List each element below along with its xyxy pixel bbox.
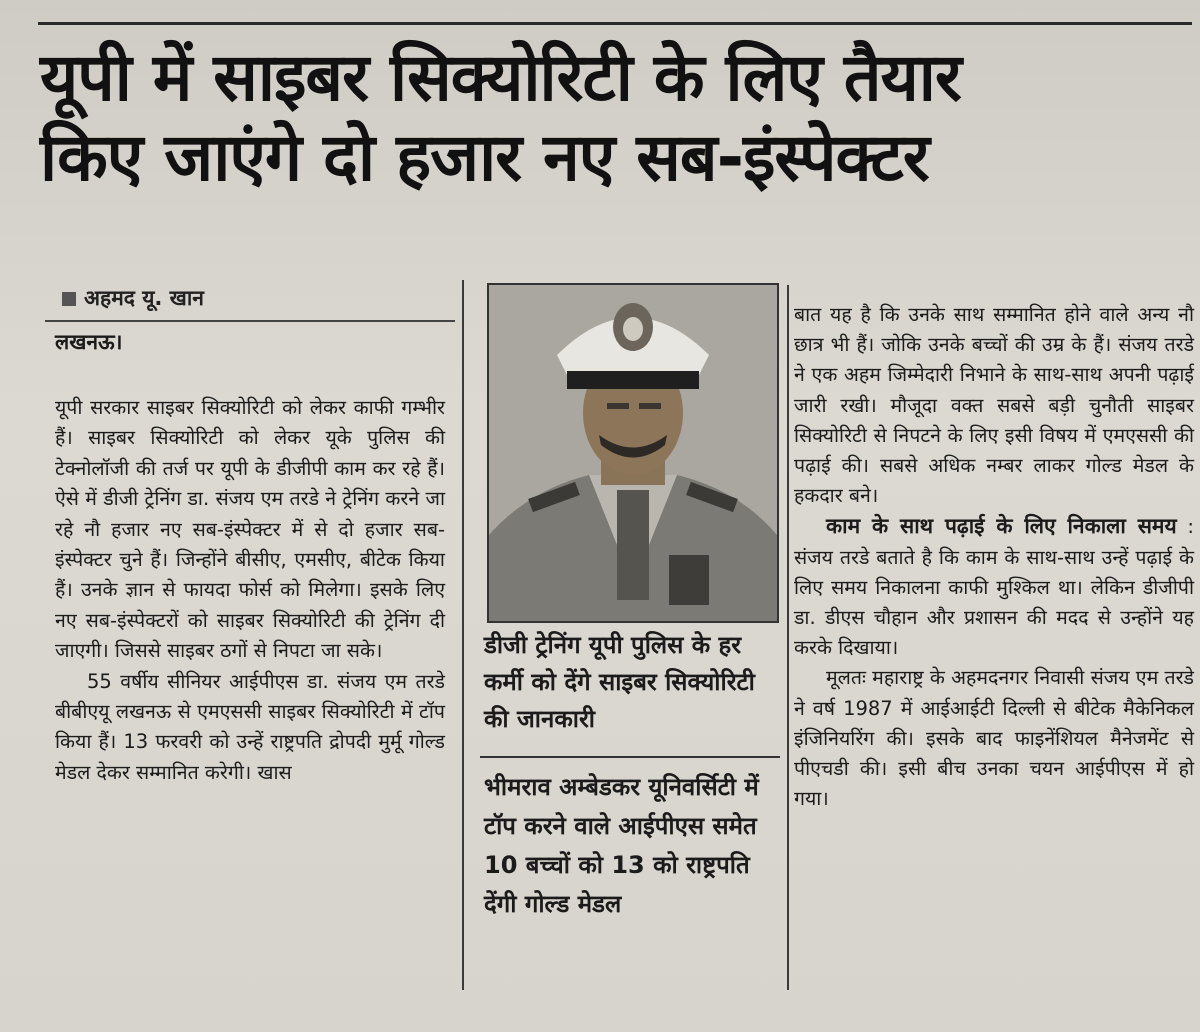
column-1-paragraph-2: 55 वर्षीय सीनियर आईपीएस डा. संजय एम तरडे बीबीएयू लखनऊ से एमएससी साइबर सिक्योरिटी में टॉप किया हैं। 13 फरवरी को उन्हें राष्ट्रपति द्रोपदी मुर्मू गोल्ड मेडल देकर सम्मानित करेगी। खास [55,669,445,784]
byline-square-icon [62,292,76,306]
dateline: लखनऊ। [55,330,123,354]
side-heading: काम के साथ पढ़ाई के लिए निकाला समय [826,514,1177,539]
byline [62,284,204,312]
headline-line-2: किए जाएंगे दो हजार नए सब-इंस्पेक्टर [40,119,929,196]
column-1-paragraph-1: यूपी सरकार साइबर सिक्योरिटी को लेकर काफी गम्भीर हैं। साइबर सिक्योरिटी को लेकर यूके पुलिस की टेक्नोलॉजी की तर्ज पर यूपी के डीजीपी काम कर रहे हैं। ऐसे में डीजी ट्रेनिंग डा. संजय एम तरडे ने ट्रेनिंग करने जा रहे नौ हजार नए सब-इंस्पेक्टर में से दो हजार सब-इंस्पेक्टर चुने हैं। जिन्होंने बीसीए, एमसीए, बीटेक किया हैं। उनके ज्ञान से फायदा फोर्स को मिलेगा। इसके लिए नए सब-इंस्पेक्टरों को साइबर सिक्योरिटी की ट्रेनिंग दी जाएगी। जिससे साइबर ठगों से निपटा जा सके। [55,396,445,663]
caption-rule [480,756,780,758]
officer-portrait-image [489,285,777,621]
column-3 [794,300,1194,814]
column-3-paragraph-3: मूलतः महाराष्ट्र के अहमदनगर निवासी संजय एम तरडे ने वर्ष 1987 में आईआईटी दिल्ली से बीटेक मैकेनिकल इंजिनियरिंग की। इसके बाद फाइनेंशियल मैनेजमेंट से पीएचडी की। इसी बीच उनका चयन आईपीएस में हो गया। [794,666,1194,811]
photo-caption: डीजी ट्रेनिंग यूपी पुलिस के हर कर्मी को देंगे साइबर सिक्योरिटी की जानकारी [484,631,755,733]
author-name: अहमद यू. खान [84,286,204,310]
headline [40,38,1180,198]
column-3-paragraph-2 [794,511,1194,663]
column-3-paragraph-1: बात यह है कि उनके साथ सम्मानित होने वाले अन्य नौ छात्र भी हैं। जोकि उनके बच्चों की उम्र के हैं। संजय तरडे ने एक अहम जिम्मेदारी निभाने के साथ-साथ अपनी पढ़ाई जारी रखी। मौजूदा वक्त सबसे बड़ी चुनौती साइबर सिक्योरिटी से निपटने के लिए इसी विषय में एमएससी की पढ़ाई की। सबसे अधिक नम्बर लाकर गोल्ड मेडल के हकदार बने। [794,303,1194,508]
headline-line-1: यूपी में साइबर सिक्योरिटी के लिए तैयार [40,39,961,116]
column-1 [55,393,445,788]
byline-rule [45,320,455,322]
subheadline: भीमराव अम्बेडकर यूनिवर्सिटी में टॉप करने वाले आईपीएस समेत 10 बच्चों को 13 को राष्ट्रपति देंगी गोल्ड मेडल [484,773,759,918]
officer-photo [487,283,779,623]
top-rule [38,22,1192,25]
column-3-paragraph-2-text: : संजय तरडे बताते है कि काम के साथ-साथ उन्हें पढ़ाई के लिए समय निकालना काफी मुश्किल था। लेकिन डीजीपी डा. डीएस चौहान और प्रशासन की मदद से उन्होंने यह करके दिखाया। [794,515,1194,660]
column-divider-left [462,280,464,990]
column-divider-right [787,285,789,990]
